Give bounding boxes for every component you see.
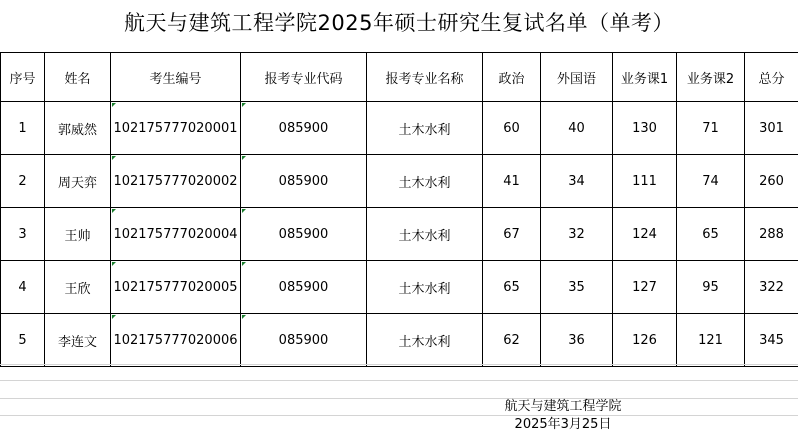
header-cell-subject-2: 业务课2 xyxy=(677,53,745,102)
header-cell-name: 姓名 xyxy=(45,53,111,102)
cell-foreign-language: 40 xyxy=(541,102,613,155)
cell-major-code: 085900 xyxy=(241,261,367,314)
table-row xyxy=(1,208,798,261)
cell-foreign-language: 35 xyxy=(541,261,613,314)
cell-major-code: 085900 xyxy=(241,155,367,208)
blank-row-gridline xyxy=(0,398,798,399)
cell-serial: 3 xyxy=(1,208,45,261)
cell-subject-2: 74 xyxy=(677,155,745,208)
cell-major-name: 土木水利 xyxy=(367,314,483,367)
cell-subject-1: 126 xyxy=(613,314,677,367)
cell-foreign-language: 32 xyxy=(541,208,613,261)
header-cell-major-name: 报考专业名称 xyxy=(367,53,483,102)
cell-subject-1: 111 xyxy=(613,155,677,208)
header-cell-major-code: 报考专业代码 xyxy=(241,53,367,102)
cell-candidate-id: 102175777020001 xyxy=(111,102,241,155)
cell-subject-1: 124 xyxy=(613,208,677,261)
cell-major-code: 085900 xyxy=(241,314,367,367)
cell-major-name: 土木水利 xyxy=(367,102,483,155)
header-cell-total: 总分 xyxy=(745,53,798,102)
table-row xyxy=(1,314,798,367)
cell-total: 260 xyxy=(745,155,798,208)
cell-politics: 41 xyxy=(483,155,541,208)
cell-name: 李连文 xyxy=(45,314,111,367)
cell-name: 王帅 xyxy=(45,208,111,261)
cell-politics: 67 xyxy=(483,208,541,261)
candidate-table xyxy=(0,52,798,367)
header-cell-foreign-language: 外国语 xyxy=(541,53,613,102)
cell-subject-2: 65 xyxy=(677,208,745,261)
cell-name: 郭威然 xyxy=(45,102,111,155)
cell-major-code: 085900 xyxy=(241,208,367,261)
cell-politics: 65 xyxy=(483,261,541,314)
cell-total: 301 xyxy=(745,102,798,155)
cell-major-name: 土木水利 xyxy=(367,261,483,314)
table-header-row xyxy=(1,53,798,102)
header-cell-serial: 序号 xyxy=(1,53,45,102)
cell-candidate-id: 102175777020005 xyxy=(111,261,241,314)
cell-major-name: 土木水利 xyxy=(367,155,483,208)
cell-subject-2: 95 xyxy=(677,261,745,314)
header-cell-subject-1: 业务课1 xyxy=(613,53,677,102)
cell-name: 周天弈 xyxy=(45,155,111,208)
cell-subject-1: 127 xyxy=(613,261,677,314)
cell-serial: 4 xyxy=(1,261,45,314)
blank-row-gridline xyxy=(0,364,798,365)
footer-date: 2025年3月25日 xyxy=(514,417,612,432)
header-cell-politics: 政治 xyxy=(483,53,541,102)
header-cell-candidate-id: 考生编号 xyxy=(111,53,241,102)
cell-candidate-id: 102175777020002 xyxy=(111,155,241,208)
blank-row-gridline xyxy=(0,380,798,381)
cell-serial: 5 xyxy=(1,314,45,367)
cell-subject-2: 71 xyxy=(677,102,745,155)
cell-subject-1: 130 xyxy=(613,102,677,155)
cell-total: 345 xyxy=(745,314,798,367)
cell-candidate-id: 102175777020006 xyxy=(111,314,241,367)
cell-foreign-language: 36 xyxy=(541,314,613,367)
table-row xyxy=(1,261,798,314)
cell-major-name: 土木水利 xyxy=(367,208,483,261)
cell-foreign-language: 34 xyxy=(541,155,613,208)
cell-major-code: 085900 xyxy=(241,102,367,155)
cell-total: 288 xyxy=(745,208,798,261)
blank-row-gridline xyxy=(0,415,798,416)
table-row xyxy=(1,155,798,208)
footer-organization: 航天与建筑工程学院 xyxy=(504,399,622,414)
cell-serial: 1 xyxy=(1,102,45,155)
table-row xyxy=(1,102,798,155)
cell-name: 王欣 xyxy=(45,261,111,314)
cell-serial: 2 xyxy=(1,155,45,208)
document-title: 航天与建筑工程学院2025年硕士研究生复试名单（单考） xyxy=(124,11,674,35)
cell-politics: 62 xyxy=(483,314,541,367)
cell-subject-2: 121 xyxy=(677,314,745,367)
cell-total: 322 xyxy=(745,261,798,314)
cell-politics: 60 xyxy=(483,102,541,155)
cell-candidate-id: 102175777020004 xyxy=(111,208,241,261)
